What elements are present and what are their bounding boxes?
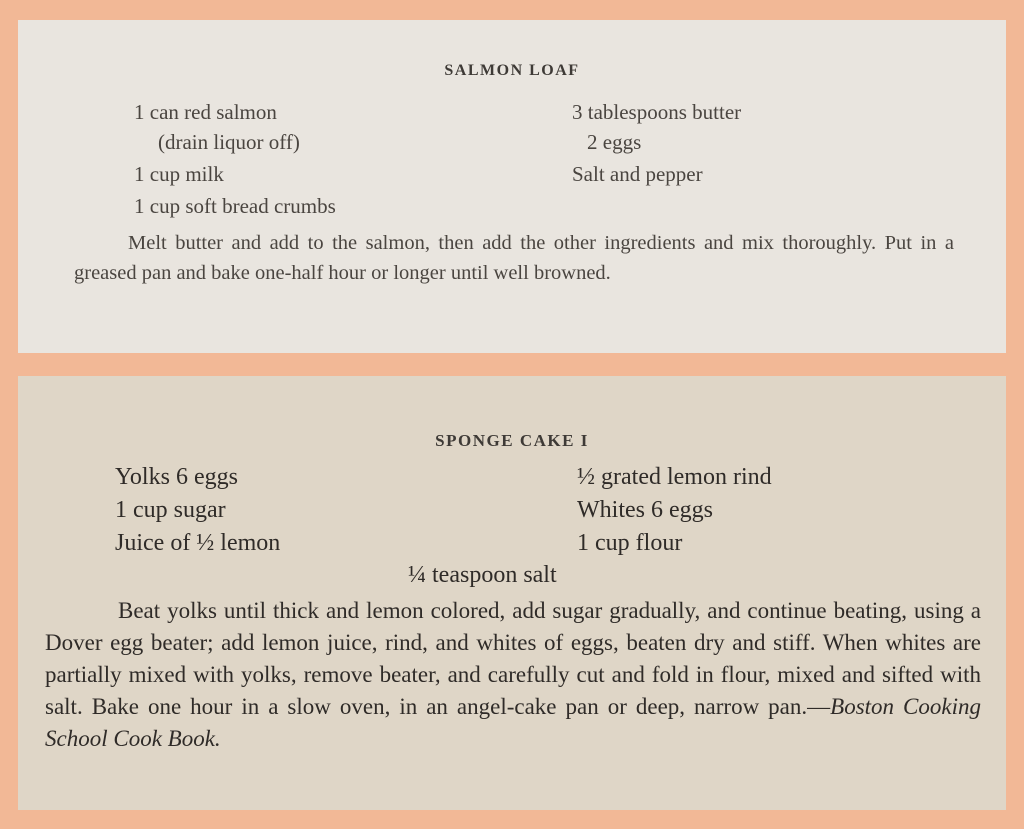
ingredient-item: 1 cup milk — [134, 162, 224, 186]
recipe-title: SPONGE CAKE I — [435, 431, 589, 450]
sponge-cake-recipe-card — [18, 376, 1006, 810]
ingredient-item: 3 tablespoons butter — [572, 100, 742, 124]
ingredient-item: 2 eggs — [587, 130, 642, 154]
recipe-title: SALMON LOAF — [444, 62, 580, 79]
ingredient-note: (drain liquor off) — [158, 130, 300, 154]
ingredient-item: Juice of ½ lemon — [115, 530, 281, 556]
ingredient-item: Yolks 6 eggs — [115, 464, 238, 490]
ingredient-item: 1 cup sugar — [115, 497, 226, 523]
ingredient-item: Salt and pepper — [572, 162, 703, 186]
ingredient-item: Whites 6 eggs — [577, 497, 713, 523]
recipe-method — [45, 595, 981, 755]
ingredient-item: 1 cup flour — [577, 530, 683, 556]
ingredient-item: ¼ teaspoon salt — [408, 562, 557, 588]
ingredient-item: 1 can red salmon — [134, 100, 277, 124]
salmon-loaf-recipe-card — [18, 20, 1006, 353]
method-text: Beat yolks until thick and lemon colored, add sugar gradually, and continue beating, using a Dover egg beater; add lemon juice, rind, and whites of eggs, beaten dry and stiff. When whites are partially mixed with yolks, remove beater, and carefully cut and fold in flour, mixed and sifted with salt. Bake one hour in a slow oven, in an angel-cake pan or deep, narrow pan.— — [45, 598, 981, 719]
ingredient-item: ½ grated lemon rind — [577, 464, 772, 490]
recipe-method: Melt butter and add to the salmon, then add the other ingredients and mix thoroughly. Put in a greased pan and bake one-half hour or longer until well browned. — [74, 232, 954, 284]
source-credit: Boston Cooking School Cook Book. — [45, 694, 981, 751]
ingredient-item: 1 cup soft bread crumbs — [134, 194, 336, 218]
